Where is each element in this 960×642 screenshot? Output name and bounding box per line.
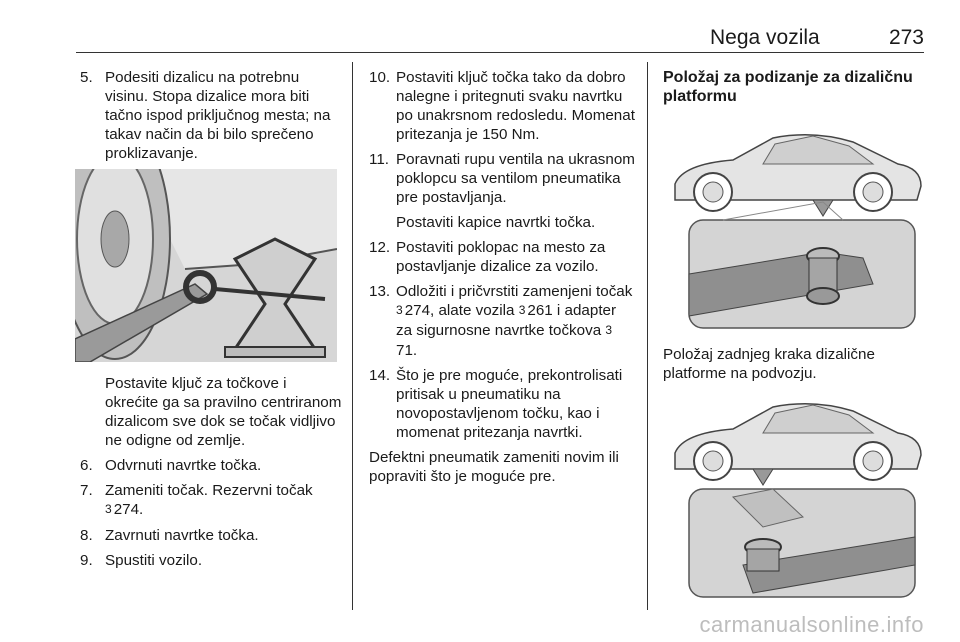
step-7	[80, 481, 342, 520]
step-number: 7.	[80, 482, 93, 499]
column-1	[80, 68, 342, 576]
step-text: Postaviti poklopac na mesto za postavljanje dizalice za vozilo.	[396, 239, 606, 275]
step-9	[80, 551, 342, 570]
step-5-note: Postavite ključ za točkove i okrećite ga sa pravilno centriranom dizalicom sve dok se točak vidljivo ne odigne od zemlje.	[105, 375, 342, 449]
jack-illustration	[75, 169, 337, 362]
closing-note: Defektni pneumatik zameniti novim ili popraviti što je moguće pre.	[369, 449, 619, 485]
step-text-part: Zameniti točak. Rezervni točak	[105, 482, 313, 499]
column-divider	[647, 62, 648, 610]
step-number: 10.	[369, 69, 391, 86]
page-reference: 261 i adapter za sigurnosne navrtke točkova	[396, 302, 617, 339]
step-number: 14.	[369, 367, 391, 384]
column-2	[369, 68, 635, 492]
step-10	[369, 68, 635, 144]
step-number: 8.	[80, 527, 93, 544]
step-text	[105, 481, 342, 520]
step-text: Što je pre moguće, prekontrolisati pritisak u pneumatiku na novopostavljenom točku, kao i momenat pritezanja navrtki.	[396, 367, 623, 441]
step-number: 12.	[369, 239, 391, 256]
step-number: 13.	[369, 283, 391, 300]
step-13	[369, 282, 635, 360]
step-8	[80, 526, 342, 545]
page-reference-icon: 3	[396, 303, 403, 317]
lift-point-rear-illustration	[663, 397, 925, 599]
header-title: Nega vozila	[710, 26, 820, 49]
header-rule	[76, 52, 924, 53]
step-text: Podesiti dizalicu na potrebnu visinu. Stopa dizalice mora biti tačno ispod priključnog mesta; na takav način da bi bilo sprečeno proklizavanje.	[105, 69, 331, 162]
page-reference-icon: 3	[518, 303, 526, 317]
step-text: Zavrnuti navrtke točka.	[105, 527, 259, 544]
step-5	[80, 68, 342, 163]
page-reference-icon: 3	[605, 323, 613, 337]
watermark: carmanualsonline.info	[699, 612, 924, 637]
section-heading: Položaj za podizanje za dizaličnu platformu	[663, 69, 913, 105]
step-12	[369, 238, 635, 276]
lift-point-front-illustration	[663, 124, 925, 329]
figure-caption: Položaj zadnjeg kraka dizalične platforme na podvozju.	[663, 346, 875, 382]
step-text: Odvrnuti navrtke točka.	[105, 457, 262, 474]
step-text-extra: Postaviti kapice navrtki točka.	[396, 214, 596, 231]
step-14	[369, 366, 635, 442]
step-text	[396, 282, 635, 360]
column-divider	[352, 62, 353, 610]
step-text: Spustiti vozilo.	[105, 552, 203, 569]
page-reference-icon: 3	[105, 502, 112, 516]
step-number: 9.	[80, 552, 93, 569]
step-text-part: Odložiti i pričvrstiti zamenjeni točak	[396, 283, 633, 300]
page-reference: 274.	[113, 501, 144, 518]
step-text: Poravnati rupu ventila na ukrasnom poklopcu sa ventilom pneumatika pre postavljanja.	[396, 151, 635, 206]
step-number: 11.	[369, 151, 389, 168]
page-reference: 274, alate vozila	[404, 302, 515, 319]
column-3	[663, 68, 925, 599]
step-number: 5.	[80, 69, 93, 86]
step-11	[369, 150, 635, 232]
step-text: Postaviti ključ točka tako da dobro nalegne i pritegnuti svaku navrtku po unakrsnom redosledu. Momenat pritezanja je 150 Nm.	[396, 69, 635, 143]
step-number: 6.	[80, 457, 93, 474]
step-6	[80, 456, 342, 475]
page-reference: 71.	[396, 342, 418, 359]
page-number: 273	[888, 26, 924, 49]
